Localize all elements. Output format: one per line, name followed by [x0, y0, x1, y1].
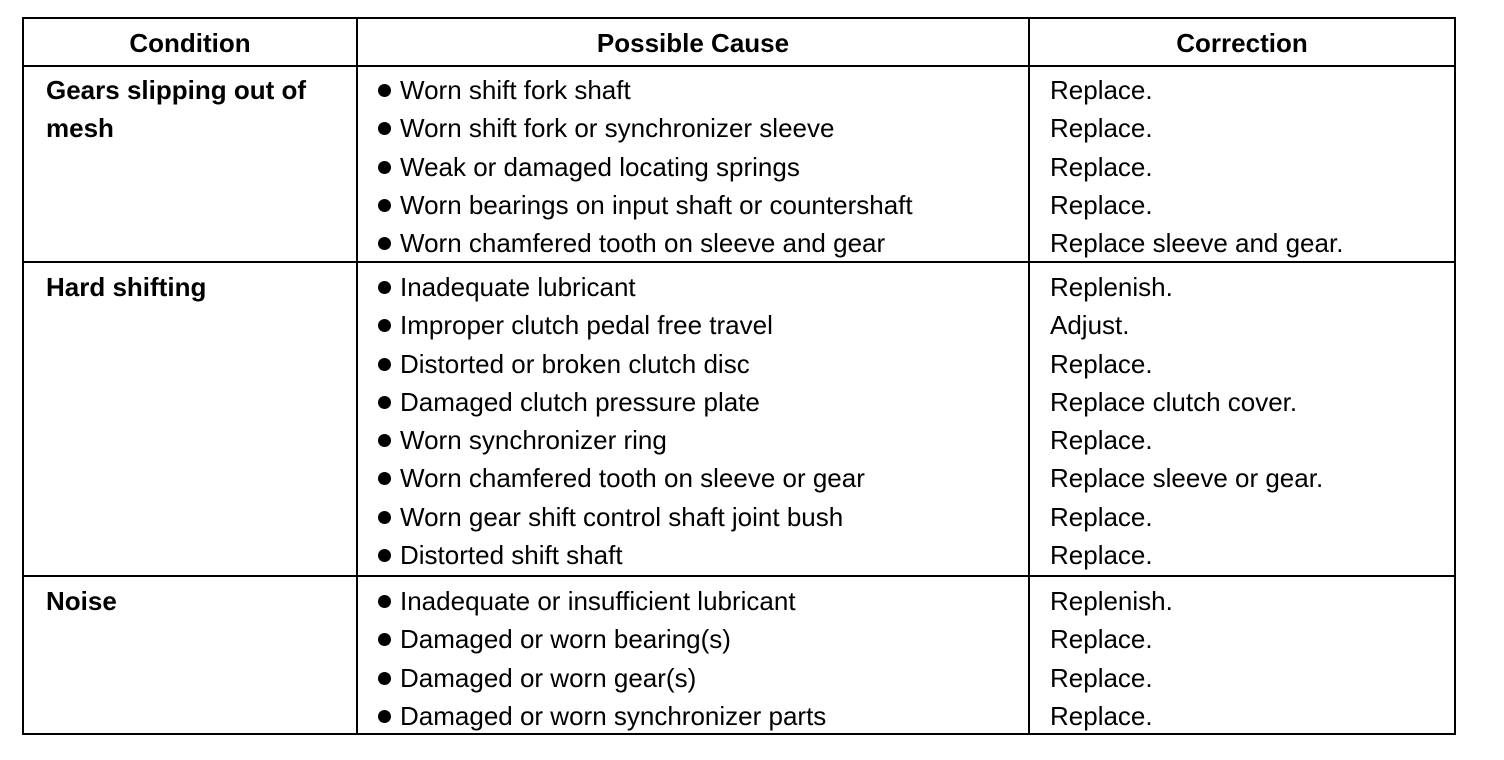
correction-item: Replace. [1050, 662, 1153, 693]
correction-item: Replace sleeve and gear. [1050, 228, 1344, 259]
cause-item: Damaged or worn bearing(s) [378, 620, 826, 658]
bullet-icon [378, 199, 391, 212]
header-divider [24, 65, 1454, 67]
bullet-icon [378, 281, 391, 294]
cause-item: Worn chamfered tooth on sleeve or gear [378, 459, 865, 497]
correction-item: Replace. [1050, 75, 1153, 105]
cause-list-noise [378, 582, 826, 735]
bullet-icon [378, 672, 391, 685]
cause-list-hard-shifting [378, 268, 865, 574]
condition-hard-shifting: Hard shifting [46, 272, 207, 302]
bullet-icon [378, 472, 391, 485]
condition-gears-slipping: Gears slipping out of mesh [46, 75, 307, 143]
cause-item: Damaged or worn synchronizer parts [378, 697, 826, 735]
correction-item: Replace. [1050, 501, 1153, 532]
bullet-icon [378, 549, 391, 562]
cause-item: Inadequate lubricant [378, 268, 865, 306]
bullet-icon [378, 511, 391, 524]
troubleshooting-table [22, 17, 1456, 735]
row-divider [24, 575, 1454, 577]
correction-list-gears-slipping [1050, 71, 1343, 262]
cause-item: Worn shift fork shaft [378, 71, 913, 109]
correction-item: Replace sleeve or gear. [1050, 463, 1324, 494]
correction-item: Replace clutch cover. [1050, 386, 1298, 417]
bullet-icon [378, 396, 391, 409]
correction-item: Replace. [1050, 540, 1153, 571]
cause-list-gears-slipping [378, 71, 913, 262]
cause-item: Worn gear shift control shaft joint bush [378, 498, 865, 536]
bullet-icon [378, 161, 391, 174]
bullet-icon [378, 319, 391, 332]
correction-item: Replace. [1050, 624, 1153, 655]
cause-item: Weak or damaged locating springs [378, 148, 913, 186]
correction-item: Replace. [1050, 348, 1153, 379]
column-divider [1028, 19, 1030, 733]
condition-noise: Noise [46, 586, 117, 616]
cause-item: Distorted shift shaft [378, 536, 865, 574]
bullet-icon [378, 633, 391, 646]
cause-item: Damaged or worn gear(s) [378, 659, 826, 697]
bullet-icon [378, 84, 391, 97]
bullet-icon [378, 710, 391, 723]
correction-item: Replace. [1050, 425, 1153, 456]
cause-item: Worn bearings on input shaft or countershaft [378, 186, 913, 224]
cause-item: Improper clutch pedal free travel [378, 306, 865, 344]
cause-item: Worn shift fork or synchronizer sleeve [378, 109, 913, 147]
correction-item: Replace. [1050, 700, 1153, 731]
cause-item: Damaged clutch pressure plate [378, 383, 865, 421]
cause-item: Worn chamfered tooth on sleeve and gear [378, 224, 913, 262]
header-correction: Correction [1176, 28, 1308, 58]
correction-list-hard-shifting [1050, 268, 1323, 574]
correction-list-noise [1050, 582, 1173, 735]
cause-item: Inadequate or insufficient lubricant [378, 582, 826, 620]
cause-item: Distorted or broken clutch disc [378, 345, 865, 383]
correction-item: Replace. [1050, 113, 1153, 144]
header-possible-cause: Possible Cause [596, 28, 790, 58]
correction-item: Replenish. [1050, 586, 1173, 616]
header-condition: Condition [129, 28, 251, 58]
bullet-icon [378, 434, 391, 447]
correction-item: Adjust. [1050, 310, 1130, 341]
cause-item: Worn synchronizer ring [378, 421, 865, 459]
bullet-icon [378, 358, 391, 371]
correction-item: Replace. [1050, 151, 1153, 182]
bullet-icon [378, 237, 391, 250]
bullet-icon [378, 595, 391, 608]
correction-item: Replenish. [1050, 272, 1173, 302]
bullet-icon [378, 122, 391, 135]
column-divider [356, 19, 358, 733]
correction-item: Replace. [1050, 189, 1153, 220]
